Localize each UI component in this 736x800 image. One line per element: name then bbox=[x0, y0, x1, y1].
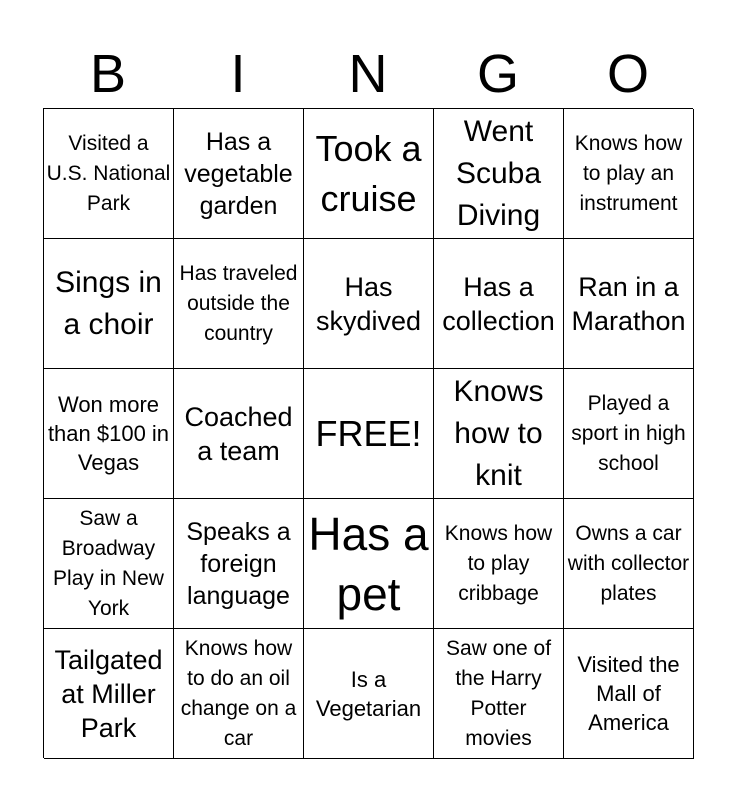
bingo-cell-r5c1[interactable] bbox=[44, 629, 174, 759]
bingo-cell-r4c5[interactable] bbox=[564, 499, 694, 629]
bingo-cell-r4c2[interactable] bbox=[174, 499, 304, 629]
bingo-cell-r3c2[interactable] bbox=[174, 369, 304, 499]
cell-label: Saw a Broadway Play in New York bbox=[53, 506, 164, 620]
bingo-cell-r3c4[interactable] bbox=[434, 369, 564, 499]
bingo-cell-r2c2[interactable] bbox=[174, 239, 304, 369]
cell-label: Went Scuba Diving bbox=[455, 114, 542, 232]
header-letter-o: O bbox=[606, 44, 649, 104]
cell-label: Played a sport in high school bbox=[571, 391, 686, 475]
cell-label: Speaks a foreign language bbox=[186, 517, 291, 610]
cell-label: Has skydived bbox=[315, 271, 422, 336]
cell-label: Visited the Mall of America bbox=[577, 652, 680, 735]
header-letter-n: N bbox=[348, 44, 388, 104]
cell-label: Won more than $100 in Vegas bbox=[47, 392, 170, 475]
cell-label: Knows how to play an instrument bbox=[574, 131, 683, 215]
bingo-cell-r4c1[interactable] bbox=[44, 499, 174, 629]
cell-label: Ran in a Marathon bbox=[571, 271, 686, 336]
bingo-cell-r1c5[interactable] bbox=[564, 109, 694, 239]
cell-label: Has a pet bbox=[308, 507, 429, 620]
header-letter-i: I bbox=[230, 44, 246, 104]
bingo-cell-r4c3[interactable] bbox=[304, 499, 434, 629]
bingo-cell-r2c3[interactable] bbox=[304, 239, 434, 369]
cell-label: Saw one of the Harry Potter movies bbox=[445, 636, 552, 750]
cell-label: Knows how to knit bbox=[453, 374, 544, 492]
header-letter-g: G bbox=[476, 44, 519, 104]
bingo-cell-r1c3[interactable] bbox=[304, 109, 434, 239]
cell-label: Has a collection bbox=[442, 271, 555, 336]
bingo-cell-r1c2[interactable] bbox=[174, 109, 304, 239]
bingo-cell-r2c4[interactable] bbox=[434, 239, 564, 369]
bingo-board bbox=[43, 108, 693, 758]
bingo-cell-r1c1[interactable] bbox=[44, 109, 174, 239]
cell-label: Sings in a choir bbox=[55, 265, 162, 341]
bingo-cell-r5c3[interactable] bbox=[304, 629, 434, 759]
cell-label: Has a vegetable garden bbox=[184, 127, 293, 220]
cell-label: Took a cruise bbox=[315, 127, 422, 219]
bingo-header bbox=[43, 40, 693, 108]
bingo-cell-r5c4[interactable] bbox=[434, 629, 564, 759]
cell-label: Owns a car with collector plates bbox=[567, 521, 690, 605]
bingo-cell-r5c2[interactable] bbox=[174, 629, 304, 759]
header-letter-b: B bbox=[89, 44, 127, 104]
bingo-cell-r1c4[interactable] bbox=[434, 109, 564, 239]
cell-label: Visited a U.S. National Park bbox=[46, 131, 171, 215]
bingo-cell-r4c4[interactable] bbox=[434, 499, 564, 629]
cell-label: Has traveled outside the country bbox=[179, 261, 298, 345]
cell-label: FREE! bbox=[315, 412, 422, 454]
bingo-cell-r3c1[interactable] bbox=[44, 369, 174, 499]
cell-label: Tailgated at Miller Park bbox=[54, 644, 163, 743]
cell-label: Knows how to do an oil change on a car bbox=[180, 636, 297, 750]
bingo-cell-r3c5[interactable] bbox=[564, 369, 694, 499]
bingo-cell-r2c5[interactable] bbox=[564, 239, 694, 369]
cell-label: Coached a team bbox=[184, 401, 293, 466]
bingo-cell-r5c5[interactable] bbox=[564, 629, 694, 759]
cell-label: Knows how to play cribbage bbox=[444, 521, 553, 605]
cell-label: Is a Vegetarian bbox=[315, 666, 422, 721]
bingo-cell-r3c3[interactable] bbox=[304, 369, 434, 499]
bingo-cell-r2c1[interactable] bbox=[44, 239, 174, 369]
